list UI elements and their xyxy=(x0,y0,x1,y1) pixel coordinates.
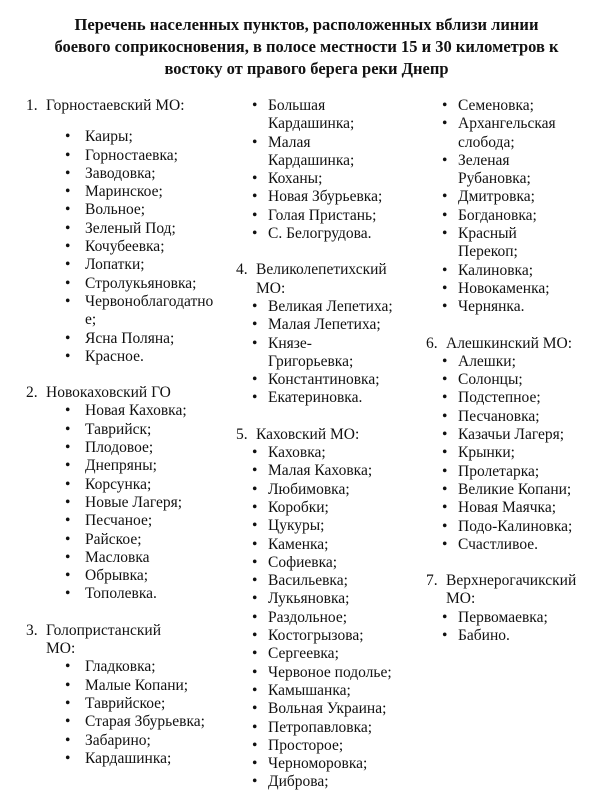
list-item xyxy=(236,481,420,499)
bullet-icon: • xyxy=(65,183,71,201)
list-item xyxy=(426,463,613,481)
bullet-icon: • xyxy=(65,658,71,676)
list-item xyxy=(236,536,420,554)
list-item xyxy=(26,732,222,750)
bullet-icon: • xyxy=(252,755,258,773)
bullet-icon: • xyxy=(65,731,71,749)
list-item xyxy=(426,152,613,189)
list-item xyxy=(236,609,420,627)
bullet-icon: • xyxy=(442,535,448,553)
bullet-icon: • xyxy=(442,97,448,114)
list-item xyxy=(26,494,222,512)
settlement-name: Петропавловка; xyxy=(268,718,373,736)
list-item xyxy=(236,188,420,206)
bullet-icon: • xyxy=(252,553,258,571)
settlement-name: Бабино. xyxy=(458,627,510,645)
list-item xyxy=(236,298,420,316)
bullet-icon: • xyxy=(442,298,448,316)
settlement-name: Новая Каховка; xyxy=(85,402,187,420)
settlement-name: Малая Лепетиха; xyxy=(268,316,381,334)
settlement-list xyxy=(26,128,222,366)
bullet-icon: • xyxy=(65,146,71,164)
settlement-name: Князе-Григорьевка; xyxy=(268,334,354,370)
settlement-name: Богдановка; xyxy=(458,206,537,224)
title-line: востоку от правого берега реки Днепр xyxy=(164,59,449,78)
bullet-icon: • xyxy=(252,188,258,206)
bullet-icon: • xyxy=(442,444,448,462)
settlement-name: Казачьи Лагеря; xyxy=(458,426,565,444)
settlement-name: Новокаменка; xyxy=(458,279,550,297)
bullet-icon: • xyxy=(252,371,258,389)
bullet-icon: • xyxy=(252,736,258,754)
list-item xyxy=(426,408,613,426)
section-number: 2. xyxy=(26,384,38,402)
list-item xyxy=(236,517,420,535)
bullet-icon: • xyxy=(65,274,71,292)
settlement-name: Новые Лагеря; xyxy=(85,493,183,511)
bullet-icon: • xyxy=(252,498,258,516)
bullet-icon: • xyxy=(65,256,71,274)
settlement-name: Старая Збурьевка; xyxy=(85,713,205,731)
bullet-icon: • xyxy=(252,627,258,645)
list-item xyxy=(426,225,613,262)
settlement-name: Обрывка; xyxy=(85,567,149,585)
columns xyxy=(0,97,613,792)
bullet-icon: • xyxy=(252,97,258,114)
list-item xyxy=(26,201,222,219)
settlement-name: Лукьяновка; xyxy=(268,590,350,608)
settlement-name: Голая Пристань; xyxy=(268,206,377,224)
list-item xyxy=(236,645,420,663)
settlement-list xyxy=(426,353,613,554)
settlement-name: Зеленый Под; xyxy=(85,219,176,237)
settlement-name: Счастливое. xyxy=(458,535,539,553)
list-item xyxy=(236,719,420,737)
bullet-icon: • xyxy=(252,681,258,699)
bullet-icon: • xyxy=(252,133,258,151)
settlement-name: Солонцы; xyxy=(458,371,523,389)
list-item xyxy=(236,462,420,480)
column-3 xyxy=(426,97,613,645)
bullet-icon: • xyxy=(252,608,258,626)
bullet-icon: • xyxy=(442,627,448,645)
settlement-name: Маринское; xyxy=(85,183,163,201)
settlement-name: Каменка; xyxy=(268,535,329,553)
bullet-icon: • xyxy=(252,700,258,718)
list-item xyxy=(426,207,613,225)
column-2 xyxy=(236,97,420,792)
bullet-icon: • xyxy=(65,201,71,219)
settlement-name: Новая Збурьевка; xyxy=(268,188,383,206)
bullet-icon: • xyxy=(65,749,71,767)
settlement-name: Пролетарка; xyxy=(458,462,540,480)
section-title: Каховский МО: xyxy=(256,425,360,443)
list-item xyxy=(426,609,613,627)
list-item xyxy=(26,677,222,695)
list-item xyxy=(236,389,420,407)
list-item xyxy=(236,664,420,682)
list-item xyxy=(26,695,222,713)
settlement-name: Новая Маячка; xyxy=(458,499,557,517)
settlement-list xyxy=(426,97,613,317)
title-line: боевого соприкосновения, в полосе местности 15 и 30 километров к xyxy=(54,37,559,56)
settlement-name: Кочубеевка; xyxy=(85,238,165,256)
settlement-name: Камышанка; xyxy=(268,681,351,699)
settlement-name: Дмитровка; xyxy=(458,188,535,206)
list-item xyxy=(236,627,420,645)
bullet-icon: • xyxy=(65,512,71,530)
bullet-icon: • xyxy=(442,426,448,444)
bullet-icon: • xyxy=(65,475,71,493)
section-title: Горностаевский МО: xyxy=(46,97,185,114)
settlement-list xyxy=(236,298,420,408)
list-item xyxy=(26,256,222,274)
section-title: Великолепетихский МО: xyxy=(256,261,387,297)
settlement-name: Песчановка; xyxy=(458,407,540,425)
bullet-icon: • xyxy=(252,535,258,553)
list-item xyxy=(236,590,420,608)
bullet-icon: • xyxy=(65,329,71,347)
settlement-name: Семеновка; xyxy=(458,97,534,114)
settlement-list xyxy=(26,402,222,603)
settlement-name: Красное. xyxy=(85,347,144,365)
list-item xyxy=(236,335,420,372)
bullet-icon: • xyxy=(252,480,258,498)
list-item xyxy=(26,421,222,439)
settlement-name: Зеленая Рубановка; xyxy=(458,151,531,188)
bullet-icon: • xyxy=(442,352,448,370)
bullet-icon: • xyxy=(65,439,71,457)
bullet-icon: • xyxy=(252,590,258,608)
list-item xyxy=(426,499,613,517)
list-item xyxy=(426,298,613,316)
list-item xyxy=(26,585,222,603)
bullet-icon: • xyxy=(442,462,448,480)
bullet-icon: • xyxy=(442,407,448,425)
bullet-icon: • xyxy=(65,676,71,694)
bullet-icon: • xyxy=(65,713,71,731)
list-item xyxy=(26,567,222,585)
list-item xyxy=(236,773,420,791)
bullet-icon: • xyxy=(65,347,71,365)
settlement-name: Райское; xyxy=(85,530,142,548)
list-item xyxy=(26,549,222,567)
bullet-icon: • xyxy=(442,279,448,297)
list-item xyxy=(26,165,222,183)
bullet-icon: • xyxy=(442,389,448,407)
settlement-name: Червоноблагодатное; xyxy=(85,292,214,329)
list-item xyxy=(426,188,613,206)
settlement-name: Коробки; xyxy=(268,498,329,516)
settlement-name: Вольное; xyxy=(85,201,146,219)
settlement-name: Цукуры; xyxy=(268,517,325,535)
list-item xyxy=(26,220,222,238)
settlement-name: Малая Кардашинка; xyxy=(268,133,355,169)
settlement-name: Екатериновка. xyxy=(268,389,363,407)
settlement-name: Архангельская слобода; xyxy=(458,115,556,151)
settlement-name: Песчаное; xyxy=(85,512,153,530)
section-number: 5. xyxy=(236,425,248,443)
list-item xyxy=(236,134,420,171)
settlement-name: Софиевка; xyxy=(268,553,338,571)
settlement-name: Коханы; xyxy=(268,170,323,188)
bullet-icon: • xyxy=(252,334,258,352)
settlement-name: Крынки; xyxy=(458,444,515,462)
list-item xyxy=(26,128,222,146)
bullet-icon: • xyxy=(65,164,71,182)
bullet-icon: • xyxy=(252,663,258,681)
list-item xyxy=(426,481,613,499)
bullet-icon: • xyxy=(65,292,71,310)
bullet-icon: • xyxy=(442,480,448,498)
bullet-icon: • xyxy=(442,151,448,169)
settlement-name: Костогрызова; xyxy=(268,627,364,645)
bullet-icon: • xyxy=(252,718,258,736)
settlement-name: Раздольное; xyxy=(268,608,347,626)
section-heading xyxy=(26,97,222,115)
bullet-icon: • xyxy=(252,389,258,407)
bullet-icon: • xyxy=(65,128,71,146)
list-item xyxy=(26,512,222,530)
settlement-name: Малая Каховка; xyxy=(268,462,373,480)
list-item xyxy=(26,275,222,293)
settlement-name: Плодовое; xyxy=(85,439,154,457)
bullet-icon: • xyxy=(252,316,258,334)
section-heading xyxy=(236,261,420,298)
settlement-list xyxy=(236,97,420,243)
bullet-icon: • xyxy=(65,420,71,438)
settlement-name: Стролукьяновка; xyxy=(85,274,197,292)
list-item xyxy=(236,554,420,572)
settlement-name: Просторое; xyxy=(268,736,344,754)
list-item xyxy=(426,371,613,389)
section-number: 4. xyxy=(236,261,248,279)
bullet-icon: • xyxy=(65,238,71,256)
list-item xyxy=(426,280,613,298)
list-item xyxy=(236,737,420,755)
list-item xyxy=(236,97,420,134)
list-item xyxy=(26,439,222,457)
list-item xyxy=(26,713,222,731)
section-heading xyxy=(236,426,420,444)
bullet-icon: • xyxy=(442,608,448,626)
list-item xyxy=(426,444,613,462)
bullet-icon: • xyxy=(252,773,258,791)
settlement-name: Таврийское; xyxy=(85,694,166,712)
settlement-name: Червоное подолье; xyxy=(268,663,392,681)
list-item xyxy=(26,476,222,494)
settlement-name: Забарино; xyxy=(85,731,151,749)
bullet-icon: • xyxy=(442,225,448,243)
bullet-icon: • xyxy=(442,371,448,389)
list-item xyxy=(236,371,420,389)
section-number: 1. xyxy=(26,97,38,114)
settlement-name: Черноморовка; xyxy=(268,755,368,773)
section-title: Алешкинский МО: xyxy=(446,334,573,352)
list-item xyxy=(236,499,420,517)
settlement-name: Великая Лепетиха; xyxy=(268,297,393,315)
settlement-name: Любимовка; xyxy=(268,480,350,498)
bullet-icon: • xyxy=(252,517,258,535)
section-number: 7. xyxy=(426,572,438,590)
section-title: Голопристанский МО: xyxy=(46,621,161,658)
bullet-icon: • xyxy=(442,115,448,133)
list-item xyxy=(236,170,420,188)
settlement-name: Диброва; xyxy=(268,773,329,791)
settlement-name: Первомаевка; xyxy=(458,608,548,626)
settlement-name: Алешки; xyxy=(458,352,516,370)
title-line: Перечень населенных пунктов, расположенных вблизи линии xyxy=(74,15,539,34)
settlement-name: Большая Кардашинка; xyxy=(268,97,355,133)
list-item xyxy=(236,700,420,718)
section-heading xyxy=(426,335,613,353)
column-1 xyxy=(26,97,222,768)
settlement-name: Ясна Поляна; xyxy=(85,329,175,347)
list-item xyxy=(26,457,222,475)
bullet-icon: • xyxy=(442,499,448,517)
list-item xyxy=(426,115,613,152)
settlement-name: Подстепное; xyxy=(458,389,541,407)
settlement-name: Красный Перекоп; xyxy=(458,225,518,261)
settlement-name: Заводовка; xyxy=(85,164,156,182)
list-item xyxy=(26,658,222,676)
settlement-name: Подо-Калиновка; xyxy=(458,517,573,535)
bullet-icon: • xyxy=(252,170,258,188)
list-item xyxy=(26,147,222,165)
list-item xyxy=(26,183,222,201)
bullet-icon: • xyxy=(65,219,71,237)
list-item xyxy=(236,225,420,243)
section-title: Верхнерогачикский МО: xyxy=(446,572,577,608)
list-item xyxy=(426,389,613,407)
document-title xyxy=(0,0,613,80)
settlement-name: Константиновка; xyxy=(268,371,380,389)
list-item xyxy=(426,353,613,371)
list-item xyxy=(26,330,222,348)
settlement-name: Масловка xyxy=(85,548,150,566)
list-item xyxy=(236,316,420,334)
bullet-icon: • xyxy=(65,530,71,548)
bullet-icon: • xyxy=(65,694,71,712)
list-item xyxy=(426,262,613,280)
section-number: 3. xyxy=(26,621,38,639)
settlement-list xyxy=(236,444,420,792)
bullet-icon: • xyxy=(252,572,258,590)
bullet-icon: • xyxy=(442,261,448,279)
settlement-name: Корсунка; xyxy=(85,475,152,493)
bullet-icon: • xyxy=(252,206,258,224)
settlement-name: Горностаевка; xyxy=(85,146,178,164)
settlement-name: Тополевка. xyxy=(85,585,157,603)
list-item xyxy=(426,536,613,554)
settlement-name: Чернянка. xyxy=(458,298,525,316)
bullet-icon: • xyxy=(65,585,71,603)
section-heading xyxy=(26,384,222,402)
settlement-list xyxy=(26,658,222,768)
bullet-icon: • xyxy=(65,493,71,511)
settlement-name: Каиры; xyxy=(85,128,133,146)
bullet-icon: • xyxy=(252,645,258,663)
bullet-icon: • xyxy=(65,567,71,585)
settlement-name: Днепряны; xyxy=(85,457,157,475)
bullet-icon: • xyxy=(252,444,258,462)
bullet-icon: • xyxy=(252,462,258,480)
list-item xyxy=(426,426,613,444)
bullet-icon: • xyxy=(252,225,258,243)
section-number: 6. xyxy=(426,334,438,352)
settlement-name: Калиновка; xyxy=(458,261,534,279)
list-item xyxy=(236,682,420,700)
settlement-name: Кардашинка; xyxy=(85,749,172,767)
section-heading xyxy=(26,622,222,659)
list-item xyxy=(236,755,420,773)
settlement-name: Вольная Украина; xyxy=(268,700,387,718)
bullet-icon: • xyxy=(442,517,448,535)
bullet-icon: • xyxy=(65,457,71,475)
settlement-name: Малые Копани; xyxy=(85,676,189,694)
list-item xyxy=(26,750,222,768)
list-item xyxy=(26,293,222,330)
list-item xyxy=(236,444,420,462)
settlement-name: Великие Копани; xyxy=(458,480,572,498)
settlement-list xyxy=(426,609,613,646)
settlement-name: Каховка; xyxy=(268,444,326,462)
settlement-name: С. Белогрудова. xyxy=(268,225,372,243)
settlement-name: Сергеевка; xyxy=(268,645,339,663)
bullet-icon: • xyxy=(442,206,448,224)
list-item xyxy=(26,348,222,366)
settlement-name: Гладковка; xyxy=(85,658,156,676)
list-item xyxy=(26,402,222,420)
settlement-name: Лопатки; xyxy=(85,256,145,274)
list-item xyxy=(236,207,420,225)
list-item xyxy=(426,518,613,536)
bullet-icon: • xyxy=(65,548,71,566)
settlement-name: Таврийск; xyxy=(85,420,152,438)
bullet-icon: • xyxy=(65,402,71,420)
section-heading xyxy=(426,572,613,609)
bullet-icon: • xyxy=(252,297,258,315)
list-item xyxy=(426,627,613,645)
list-item xyxy=(236,572,420,590)
list-item xyxy=(426,97,613,115)
bullet-icon: • xyxy=(442,188,448,206)
list-item xyxy=(26,238,222,256)
section-title: Новокаховский ГО xyxy=(46,384,171,402)
list-item xyxy=(26,531,222,549)
settlement-name: Васильевка; xyxy=(268,572,348,590)
